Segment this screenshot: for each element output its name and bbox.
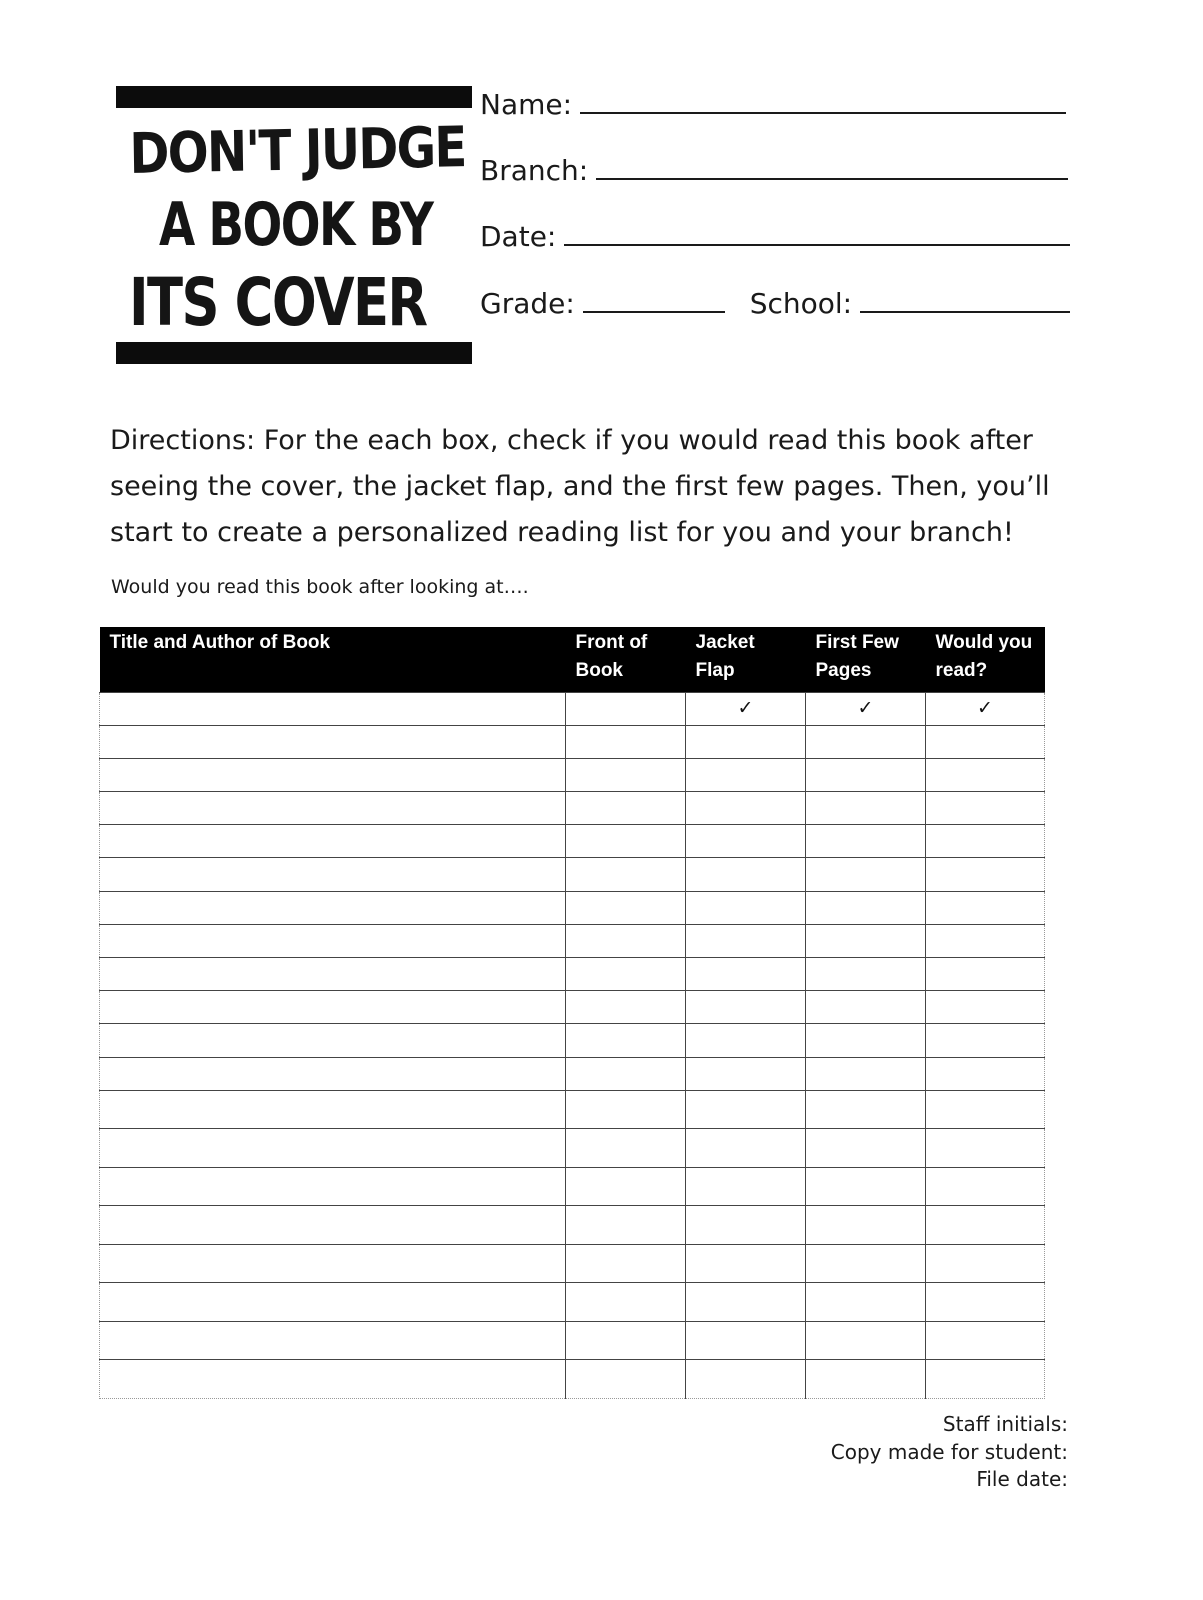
logo-top-bar	[116, 86, 472, 108]
checkbox-cell[interactable]	[566, 1129, 686, 1168]
title-author-cell[interactable]	[100, 1129, 566, 1168]
directions-text: Directions: For the each box, check if you would read this book after seeing the cover, the jacket flap, and the first few pages. Then, you’ll start to create a personalized reading list for you and your branch!	[110, 425, 1050, 548]
table-row	[100, 1244, 1045, 1283]
grade-field[interactable]	[583, 287, 725, 313]
checkbox-cell[interactable]	[926, 1283, 1045, 1322]
table-row	[100, 1321, 1045, 1360]
checkbox-cell[interactable]	[926, 991, 1045, 1024]
name-label: Name:	[480, 88, 573, 121]
checkbox-cell[interactable]	[566, 991, 686, 1024]
school-field[interactable]	[860, 287, 1070, 313]
checkbox-cell[interactable]	[926, 924, 1045, 957]
table-row	[100, 991, 1045, 1024]
school-label: School:	[749, 287, 853, 320]
title-author-cell[interactable]	[100, 1206, 566, 1245]
checkbox-cell[interactable]	[806, 1360, 926, 1399]
checkbox-cell[interactable]	[806, 958, 926, 991]
checkbox-cell[interactable]	[566, 692, 686, 725]
checkbox-cell[interactable]	[806, 891, 926, 924]
checkbox-cell[interactable]	[566, 792, 686, 825]
checkbox-cell[interactable]	[926, 1321, 1045, 1360]
title-author-cell[interactable]	[100, 858, 566, 891]
checkbox-cell[interactable]	[806, 1057, 926, 1090]
checkbox-cell[interactable]	[686, 958, 806, 991]
checkbox-cell[interactable]	[806, 825, 926, 858]
name-field[interactable]	[580, 88, 1066, 114]
checkbox-cell[interactable]	[686, 1167, 806, 1206]
table-row	[100, 858, 1045, 891]
checkbox-cell[interactable]: ✓	[686, 692, 806, 725]
checkbox-cell[interactable]	[566, 1283, 686, 1322]
table-row	[100, 1360, 1045, 1399]
title-author-cell[interactable]	[100, 1360, 566, 1399]
checkbox-cell[interactable]	[566, 1360, 686, 1399]
checkbox-cell[interactable]	[926, 1024, 1045, 1057]
date-field[interactable]	[564, 220, 1070, 246]
title-author-cell[interactable]	[100, 1283, 566, 1322]
checkbox-cell[interactable]	[806, 725, 926, 758]
logo-line-1: DON'T JUDGE	[129, 115, 467, 187]
checkbox-cell[interactable]	[926, 1360, 1045, 1399]
checkbox-cell[interactable]	[806, 1206, 926, 1245]
table-row	[100, 1057, 1045, 1090]
grade-school-row	[480, 287, 1070, 320]
checkbox-cell[interactable]	[806, 924, 926, 957]
logo-bottom-bar	[116, 342, 472, 364]
table-body	[100, 692, 1045, 1398]
header-would-you-read: Would you read?	[926, 627, 1045, 692]
checkbox-cell[interactable]	[926, 891, 1045, 924]
table-row	[100, 725, 1045, 758]
checkbox-cell[interactable]	[566, 1024, 686, 1057]
title-author-cell[interactable]	[100, 825, 566, 858]
checkbox-cell[interactable]	[686, 1090, 806, 1129]
checkbox-cell[interactable]	[566, 1090, 686, 1129]
checkbox-cell[interactable]	[566, 725, 686, 758]
name-row	[480, 88, 1066, 121]
checkbox-cell[interactable]: ✓	[926, 692, 1045, 725]
table-row	[100, 1129, 1045, 1168]
checkbox-cell[interactable]	[686, 1024, 806, 1057]
table-row	[100, 792, 1045, 825]
reading-list-table	[99, 627, 1045, 1399]
title-author-cell[interactable]	[100, 692, 566, 725]
header-jacket-flap: Jacket Flap	[686, 627, 806, 692]
title-author-cell[interactable]	[100, 1057, 566, 1090]
checkbox-cell[interactable]	[566, 1057, 686, 1090]
checkbox-cell[interactable]	[686, 1283, 806, 1322]
table-row	[100, 758, 1045, 791]
checkbox-cell[interactable]	[926, 1057, 1045, 1090]
checkbox-cell[interactable]	[806, 1090, 926, 1129]
checkbox-cell[interactable]	[566, 924, 686, 957]
logo-line-2: A BOOK BY	[159, 190, 433, 260]
checkbox-cell[interactable]	[926, 725, 1045, 758]
table-row	[100, 958, 1045, 991]
checkbox-cell[interactable]	[926, 1090, 1045, 1129]
checkbox-cell[interactable]	[926, 1206, 1045, 1245]
header-front-of-book: Front of Book	[566, 627, 686, 692]
logo	[113, 86, 473, 366]
logo-line-3: ITS COVER	[129, 264, 427, 341]
title-author-cell[interactable]	[100, 758, 566, 791]
checkbox-cell[interactable]	[566, 958, 686, 991]
checkbox-cell[interactable]	[806, 858, 926, 891]
title-author-cell[interactable]	[100, 725, 566, 758]
checkbox-cell[interactable]	[566, 1206, 686, 1245]
branch-row	[480, 154, 1068, 187]
checkbox-cell[interactable]	[926, 792, 1045, 825]
grade-label: Grade:	[480, 287, 575, 320]
table-row	[100, 1206, 1045, 1245]
checkbox-cell[interactable]	[686, 924, 806, 957]
checkbox-cell[interactable]	[686, 725, 806, 758]
checkbox-cell[interactable]	[806, 1129, 926, 1168]
checkbox-cell[interactable]	[566, 858, 686, 891]
checkbox-cell[interactable]	[686, 991, 806, 1024]
staff-box	[831, 1411, 1068, 1494]
title-author-cell[interactable]	[100, 1244, 566, 1283]
checkbox-cell[interactable]	[686, 891, 806, 924]
title-author-cell[interactable]	[100, 792, 566, 825]
title-author-cell[interactable]	[100, 1090, 566, 1129]
table-header-row	[100, 627, 1045, 692]
table-row	[100, 1024, 1045, 1057]
checkbox-cell[interactable]	[686, 1206, 806, 1245]
checkbox-cell[interactable]	[806, 758, 926, 791]
date-row	[480, 220, 1070, 253]
checkbox-cell[interactable]	[566, 891, 686, 924]
title-author-cell[interactable]	[100, 891, 566, 924]
checkbox-cell[interactable]	[566, 758, 686, 791]
date-label: Date:	[480, 220, 557, 253]
table-row	[100, 825, 1045, 858]
checkbox-cell[interactable]	[686, 758, 806, 791]
checkbox-cell[interactable]	[806, 1167, 926, 1206]
table-row	[100, 1283, 1045, 1322]
title-author-cell[interactable]	[100, 924, 566, 957]
checkbox-cell[interactable]	[566, 825, 686, 858]
checkbox-cell[interactable]	[926, 958, 1045, 991]
checkbox-cell[interactable]	[926, 1167, 1045, 1206]
header-title-author: Title and Author of Book	[100, 627, 566, 692]
checkbox-cell[interactable]	[686, 858, 806, 891]
checkbox-cell[interactable]	[686, 1129, 806, 1168]
checkbox-cell[interactable]	[566, 1321, 686, 1360]
checkbox-cell[interactable]	[926, 825, 1045, 858]
table-row	[100, 1167, 1045, 1206]
checkbox-cell[interactable]	[806, 991, 926, 1024]
title-author-cell[interactable]	[100, 958, 566, 991]
table-row	[100, 692, 1045, 725]
checkbox-cell[interactable]	[806, 1244, 926, 1283]
checkbox-cell[interactable]	[926, 858, 1045, 891]
table-subtitle: Would you read this book after looking at….	[111, 576, 529, 598]
table-row	[100, 924, 1045, 957]
title-author-cell[interactable]	[100, 1321, 566, 1360]
staff-initials-label: Staff initials:	[942, 1412, 1068, 1436]
title-author-cell[interactable]	[100, 991, 566, 1024]
checkbox-cell[interactable]: ✓	[806, 692, 926, 725]
branch-label: Branch:	[480, 154, 589, 187]
checkbox-cell[interactable]	[926, 1244, 1045, 1283]
copy-made-label: Copy made for student:	[830, 1439, 1068, 1464]
checkbox-cell[interactable]	[686, 1057, 806, 1090]
checkbox-cell[interactable]	[686, 792, 806, 825]
branch-field[interactable]	[596, 154, 1068, 180]
table-row	[100, 891, 1045, 924]
title-author-cell[interactable]	[100, 1167, 566, 1206]
checkbox-cell[interactable]	[806, 792, 926, 825]
table-row	[100, 1090, 1045, 1129]
checkbox-cell[interactable]	[686, 825, 806, 858]
checkbox-cell[interactable]	[926, 758, 1045, 791]
checkbox-cell[interactable]	[686, 1244, 806, 1283]
checkbox-cell[interactable]	[566, 1244, 686, 1283]
checkbox-cell[interactable]	[806, 1321, 926, 1360]
checkbox-cell[interactable]	[806, 1283, 926, 1322]
checkbox-cell[interactable]	[806, 1024, 926, 1057]
header-first-few-pages: First Few Pages	[806, 627, 926, 692]
title-author-cell[interactable]	[100, 1024, 566, 1057]
checkbox-cell[interactable]	[566, 1167, 686, 1206]
checkbox-cell[interactable]	[926, 1129, 1045, 1168]
file-date-label: File date:	[976, 1467, 1068, 1491]
checkbox-cell[interactable]	[686, 1321, 806, 1360]
checkbox-cell[interactable]	[686, 1360, 806, 1399]
